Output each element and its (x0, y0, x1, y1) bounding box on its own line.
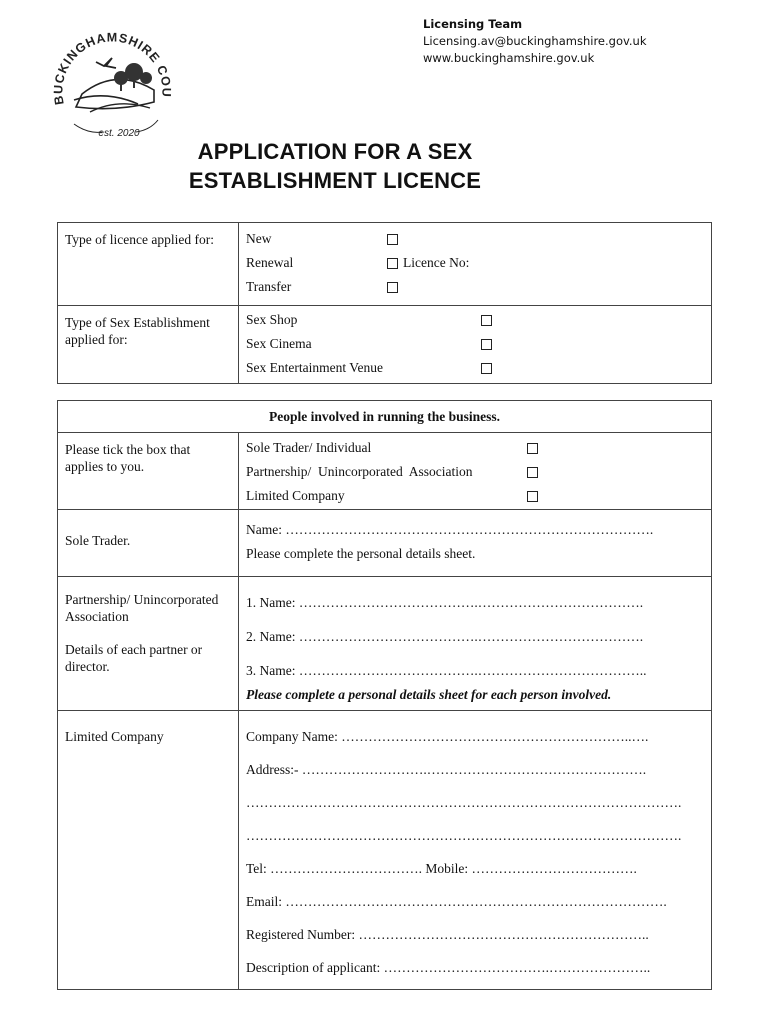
licence-option-new (246, 227, 704, 251)
sole-trader-name-field[interactable]: Name: ………………………………………………………………………. (246, 522, 654, 537)
licence-details-table (57, 222, 712, 384)
establishment-type-label: Type of Sex Establishment applied for: (58, 306, 239, 383)
company-email-field[interactable]: Email: …………………………………………………………………………. (246, 894, 667, 909)
contact-team: Licensing Team (423, 17, 523, 31)
sex-entertainment-venue-checkbox[interactable] (481, 363, 492, 374)
licence-type-row (58, 223, 711, 306)
licence-option-renewal (246, 251, 704, 275)
limited-company-row (58, 711, 711, 989)
company-address-line-2[interactable]: ……………………………………………………………………………………. (246, 795, 682, 810)
title-line-1: APPLICATION FOR A SEX (197, 139, 473, 164)
business-option-partnership (246, 460, 704, 484)
sex-cinema-checkbox[interactable] (481, 339, 492, 350)
licence-no-label: Licence No: (403, 255, 470, 270)
licence-option-label: Transfer (246, 279, 292, 294)
licence-type-label: Type of licence applied for: (58, 223, 239, 305)
sole-trader-note: Please complete the personal details sheet. (246, 546, 476, 561)
people-table (57, 400, 712, 990)
logo-est: est. 2020 (98, 128, 140, 139)
title-line-2: ESTABLISHMENT LICENCE (188, 168, 482, 193)
logo-council-name: BUCKINGHAMSHIRE COU (51, 30, 174, 106)
new-checkbox[interactable] (387, 234, 398, 245)
partnership-label: Partnership/ Unincorporated Association (65, 592, 219, 624)
partnership-row (58, 577, 711, 711)
company-description-field[interactable]: Description of applicant: ……………………………….………………….. (246, 960, 651, 975)
partner-3-name-field[interactable]: 3. Name: ………………………………….……………………………….. (246, 663, 647, 678)
partner-note: Please complete a personal details sheet for each person involved. (246, 687, 612, 702)
establishment-option-label: Sex Shop (246, 312, 298, 327)
business-option-label: Partnership/ Unincorporated Association (246, 464, 473, 479)
licence-option-transfer (246, 275, 704, 299)
partner-1-name-field[interactable]: 1. Name: ………………………………….………………………………. (246, 595, 644, 610)
people-section-header: People involved in running the business. (58, 401, 711, 433)
establishment-option-sex-entertainment-venue (246, 356, 704, 380)
company-address-field[interactable]: Address:- ……………………….…………………………………………. (246, 762, 647, 777)
limited-company-checkbox[interactable] (527, 491, 538, 502)
sex-shop-checkbox[interactable] (481, 315, 492, 326)
licence-option-label: Renewal (246, 255, 294, 270)
sole-trader-row (58, 510, 711, 577)
business-option-label: Limited Company (246, 488, 345, 503)
establishment-option-label: Sex Entertainment Venue (246, 360, 383, 375)
company-address-line-3[interactable]: ……………………………………………………………………………………. (246, 828, 682, 843)
company-name-field[interactable]: Company Name: ………………………………………………………..…. (246, 729, 649, 744)
establishment-option-sex-shop (246, 308, 704, 332)
company-tel-mobile-field[interactable]: Tel: ……………………………. Mobile: ………………………………. (246, 861, 637, 876)
establishment-type-row (58, 306, 711, 383)
business-option-sole-trader (246, 436, 704, 460)
sole-trader-checkbox[interactable] (527, 443, 538, 454)
council-logo-icon (46, 12, 176, 142)
contact-email[interactable]: Licensing.av@buckinghamshire.gov.uk (423, 34, 647, 48)
contact-block (423, 16, 647, 67)
company-registered-number-field[interactable]: Registered Number: ……………………………………………………….. (246, 927, 649, 942)
establishment-option-sex-cinema (246, 332, 704, 356)
transfer-checkbox[interactable] (387, 282, 398, 293)
business-type-row (58, 433, 711, 510)
licence-option-label: New (246, 231, 272, 246)
sole-trader-label: Sole Trader. (58, 510, 239, 576)
renewal-checkbox[interactable] (387, 258, 398, 269)
partner-details-label: Details of each partner or director. (65, 642, 203, 674)
business-option-limited-company (246, 484, 704, 508)
contact-website[interactable]: www.buckinghamshire.gov.uk (423, 51, 595, 65)
tick-instruction-label: Please tick the box that applies to you. (58, 433, 239, 509)
partnership-checkbox[interactable] (527, 467, 538, 478)
council-logo (46, 12, 176, 142)
page-title (150, 137, 520, 195)
limited-company-label: Limited Company (58, 711, 239, 989)
business-option-label: Sole Trader/ Individual (246, 440, 372, 455)
establishment-option-label: Sex Cinema (246, 336, 312, 351)
partner-2-name-field[interactable]: 2. Name: ………………………………….………………………………. (246, 629, 644, 644)
